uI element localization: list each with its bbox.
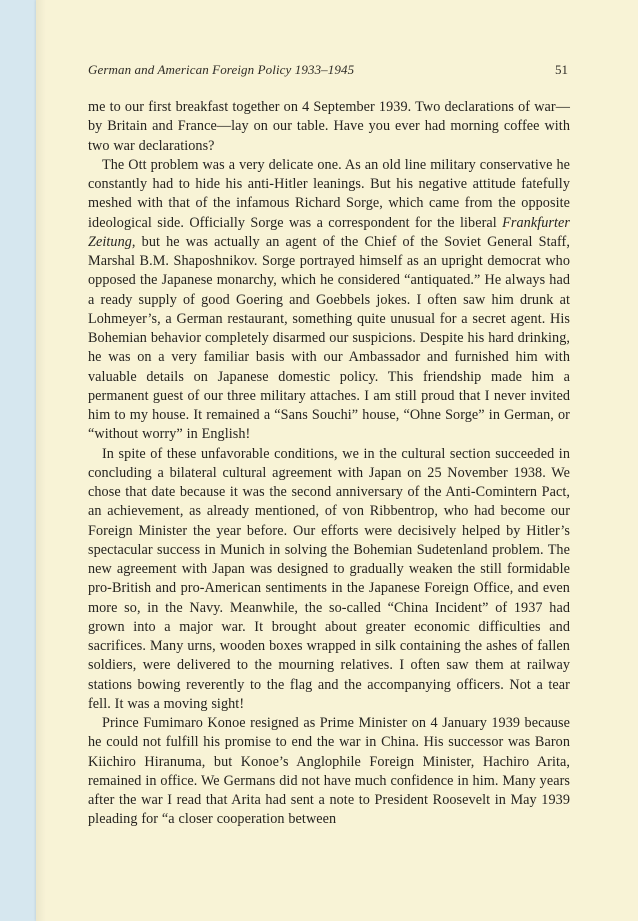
paragraph-2 bbox=[88, 156, 570, 445]
page-number: 51 bbox=[555, 62, 568, 77]
paragraph-2-part-b: , but he was actually an agent of the Chief of the Soviet General Staff, Marshal B.M. Shaposhnikov. Sorge portrayed himself as an upright democrat who opposed the Japanese monarchy, which he considered “antiquated.” He always had a ready supply of good Goering and Goebbels jokes. I often saw him drunk at Lohmeyer’s, a German restaurant, something quite unusual for a secret agent. His Bohemian behavior completely disarmed our suspicions. Despite his hard drinking, he was on a very familiar basis with our Ambassador and furnished him with valuable details on Japanese domestic policy. This friendship made him a permanent guest of our three military attaches. I am still proud that I never invited him to my house. It remained a “Sans Souchi” house, “Ohne Sorge” in German, or “without worry” in English! bbox=[88, 233, 570, 443]
paragraph-3: In spite of these unfavorable conditions, we in the cultural section succeeded in concluding a bilateral cultural agreement with Japan on 25 November 1938. We chose that date because it was the second anniversary of the Anti-Comintern Pact, an achievement, as already mentioned, of von Ribbentrop, who had become our Foreign Minister the year before. Our efforts were decisively helped by Hitler’s spectacular success in Munich in solving the Bohemian Sudetenland problem. The new agreement with Japan was designed to gradually weaken the still formidable pro-British and pro-American sentiments in the Japanese Foreign Office, and even more so, in the Navy. Meanwhile, the so-called “China Incident” of 1937 had grown into a major war. It brought about greater economic difficulties and sacrifices. Many urns, wooden boxes wrapped in silk containing the ashes of fallen soldiers, were delivered to the mourning relatives. I often saw them at railway stations bowing reverently to the flag and the accompanying officers. Not a tear fell. It was a moving sight! bbox=[88, 445, 570, 712]
paragraph-1: me to our first breakfast together on 4 September 1939. Two declarations of war—by Britain and France—lay on our table. Have you ever had morning coffee with two war declarations? bbox=[88, 99, 570, 154]
book-page bbox=[36, 0, 638, 921]
running-title: German and American Foreign Policy 1933–1945 bbox=[88, 62, 355, 77]
paragraph-4: Prince Fumimaro Konoe resigned as Prime Minister on 4 January 1939 because he could not fulfill his promise to end the war in China. His successor was Baron Kiichiro Hiranuma, but Konoe’s Anglophile Foreign Minister, Hachiro Arita, remained in office. We Germans did not have much confidence in him. Many years after the war I read that Arita had sent a note to President Roosevelt in May 1939 pleading for “a closer cooperation between bbox=[88, 715, 570, 828]
paragraph-2-part-a: The Ott problem was a very delicate one. As an old line military conservative he constantly had to hide his anti-Hitler leanings. But his negative attitude fatefully meshed with that of the infamous Richard Sorge, which came from the opposite ideological side. Officially Sorge was a correspondent for the liberal bbox=[88, 156, 570, 231]
page-edge-shadow bbox=[36, 0, 46, 921]
page-header bbox=[88, 62, 568, 78]
body-text bbox=[88, 98, 570, 830]
newspaper-title: Frankfurter Zeitung bbox=[88, 214, 570, 250]
